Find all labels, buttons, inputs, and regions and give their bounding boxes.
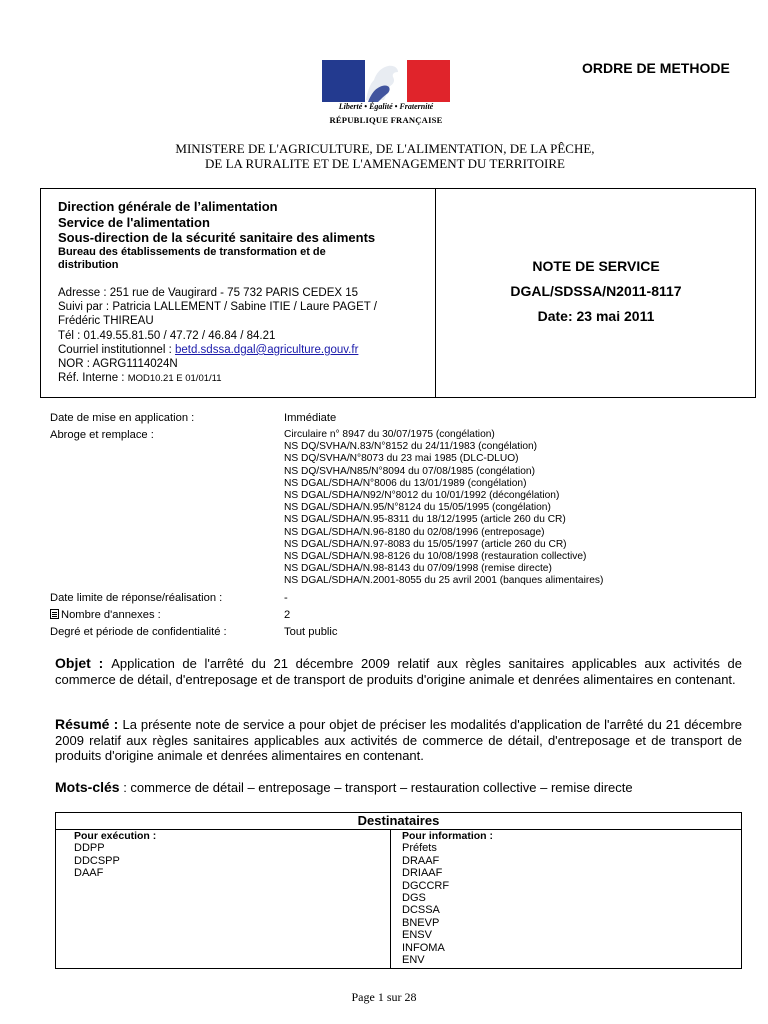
note-number: DGAL/SDSSA/N2011-8117 <box>510 283 682 299</box>
list-item: BNEVP <box>402 916 440 929</box>
date-limite-label: Date limite de réponse/réalisation : <box>50 592 223 604</box>
ministry-line-2: DE LA RURALITE ET DE L'AMENAGEMENT DU TERRITOIRE <box>205 156 565 171</box>
confidentialite-label: Degré et période de confidentialité : <box>50 626 227 638</box>
information-header: Pour information : <box>402 830 493 842</box>
internal-ref-value: MOD10.21 E 01/01/11 <box>127 373 222 385</box>
destinataires-table <box>55 812 742 969</box>
resume-label: Résumé : <box>55 716 123 732</box>
telephone: Tél : 01.49.55.81.50 / 47.72 / 46.84 / 84.21 <box>58 329 276 342</box>
references-list <box>284 429 603 588</box>
reference-item: NS DGAL/SDHA/N.2001-8055 du 25 avril 2001 (banques alimentaires) <box>284 575 604 587</box>
note-title: NOTE DE SERVICE <box>532 258 660 274</box>
ministry-name <box>100 141 670 171</box>
information-column <box>402 830 493 966</box>
reference-item: NS DGAL/SDHA/N.95/N°8124 du 15/05/1995 (congélation) <box>284 502 551 514</box>
list-item: ENSV <box>402 929 432 942</box>
list-item: DGS <box>402 892 426 905</box>
list-item: Préfets <box>402 842 437 855</box>
service-line: Service de l'alimentation <box>58 214 210 230</box>
mots-cles-paragraph <box>55 780 742 796</box>
ministry-line-1: MINISTERE DE L'AGRICULTURE, DE L'ALIMENTATION, DE LA PÊCHE, <box>175 141 595 156</box>
resume-text: La présente note de service a pour objet de préciser les modalités d'application de l'arrêté du 21 décembre 2009 relatif aux règles sanitaires applicables aux activités de commerce de détail, d'entreposage et de transport de produits d'origine animale et denrées alimentaires en contenant. <box>55 717 742 763</box>
followed-by-2: Frédéric THIREAU <box>58 315 154 328</box>
reference-item: NS DQ/SVHA/N°8073 du 23 mai 1985 (DLC-DLUO) <box>284 453 519 465</box>
execution-column <box>74 830 156 880</box>
email-label: Courriel institutionnel : <box>58 343 175 356</box>
list-item: DGCCRF <box>402 879 450 892</box>
page-number: Page 1 sur 28 <box>351 990 417 1004</box>
abroge-label: Abroge et remplace : <box>50 429 154 441</box>
bureau-line-2: distribution <box>58 258 119 271</box>
list-item: DDCSPP <box>74 854 120 867</box>
email-link[interactable]: betd.sdssa.dgal@agriculture.gouv.fr <box>174 343 359 356</box>
objet-text: Application de l'arrêté du 21 décembre 2009 relatif aux règles sanitaires applicables aux activités de commerce de détail, d'entreposage et de transport de produits d'origine animale et denrées alimentaires en contenant. <box>55 656 742 687</box>
destinataires-title: Destinataires <box>56 813 741 830</box>
reference-item: NS DGAL/SDHA/N92/N°8012 du 10/01/1992 (décongélation) <box>284 490 560 502</box>
reference-item: NS DGAL/SDHA/N.97-8083 du 15/05/1997 (article 260 du CR) <box>284 538 567 550</box>
mots-cles-text: : commerce de détail – entreposage – transport – restauration collective – remise directe <box>119 780 633 795</box>
reference-item: NS DQ/SVHA/N.83/N°8152 du 24/11/1983 (congélation) <box>284 441 538 453</box>
execution-header: Pour exécution : <box>74 830 157 842</box>
document-type-label: ORDRE DE METHODE <box>582 60 730 76</box>
annexes-label: Nombre d'annexes : <box>61 609 161 621</box>
direction-block <box>58 199 428 272</box>
list-item: DRIAAF <box>402 867 443 880</box>
list-item: DDPP <box>74 842 105 855</box>
republique-logo <box>322 60 450 130</box>
objet-paragraph <box>55 656 742 687</box>
contact-block <box>58 286 428 386</box>
reference-item: NS DGAL/SDHA/N.96-8180 du 02/08/1996 (entreposage) <box>284 526 545 538</box>
reference-item: NS DGAL/SDHA/N.98-8143 du 07/09/1998 (remise directe) <box>284 563 552 575</box>
list-item: DAAF <box>74 867 104 880</box>
nor-reference: NOR : AGRG1114024N <box>58 358 178 371</box>
reference-item: Circulaire n° 8947 du 30/07/1975 (congélation) <box>284 429 495 440</box>
reference-item: NS DGAL/SDHA/N.98-8126 du 10/08/1998 (restauration collective) <box>284 551 587 563</box>
motto-text: Liberté • Égalité • Fraternité <box>338 102 434 111</box>
mots-cles-label: Mots-clés <box>55 779 120 795</box>
objet-label: Objet : <box>55 655 112 671</box>
list-item: INFOMA <box>402 941 445 954</box>
internal-reference <box>58 371 428 386</box>
note-date: Date: 23 mai 2011 <box>537 308 655 324</box>
reference-item: NS DGAL/SDHA/N°8006 du 13/01/1989 (congélation) <box>284 477 527 489</box>
followed-by: Suivi par : Patricia LALLEMENT / Sabine ITIE / Laure PAGET / <box>58 301 377 314</box>
email-row <box>58 343 428 357</box>
note-de-service-block <box>436 254 756 329</box>
list-item: DCSSA <box>402 904 440 917</box>
bureau-line: Bureau des établissements de transformation et de <box>58 245 326 258</box>
reference-item: NS DGAL/SDHA/N.95-8311 du 18/12/1995 (article 260 du CR) <box>284 514 566 526</box>
resume-paragraph <box>55 717 742 764</box>
republique-text: RÉPUBLIQUE FRANÇAISE <box>329 115 443 125</box>
table-divider <box>390 830 391 968</box>
date-limite-value: - <box>284 592 288 604</box>
mise-en-application-value: Immédiate <box>284 412 337 424</box>
sous-direction-line: Sous-direction de la sécurité sanitaire des aliments <box>58 230 376 245</box>
address: Adresse : 251 rue de Vaugirard - 75 732 PARIS CEDEX 15 <box>58 287 359 299</box>
confidentialite-value: Tout public <box>284 626 338 638</box>
annexes-row <box>50 609 161 621</box>
list-item: ENV <box>402 954 425 967</box>
reference-item: NS DQ/SVHA/N85/N°8094 du 07/08/1985 (congélation) <box>284 465 535 477</box>
marianne-flag-icon <box>322 60 450 102</box>
annex-document-icon <box>50 609 59 619</box>
annexes-value: 2 <box>284 609 291 621</box>
internal-ref-label: Réf. Interne : <box>58 372 128 385</box>
list-item: DRAAF <box>402 854 440 867</box>
direction-line: Direction générale de l’alimentation <box>58 199 278 214</box>
mise-en-application-label: Date de mise en application : <box>50 412 195 424</box>
